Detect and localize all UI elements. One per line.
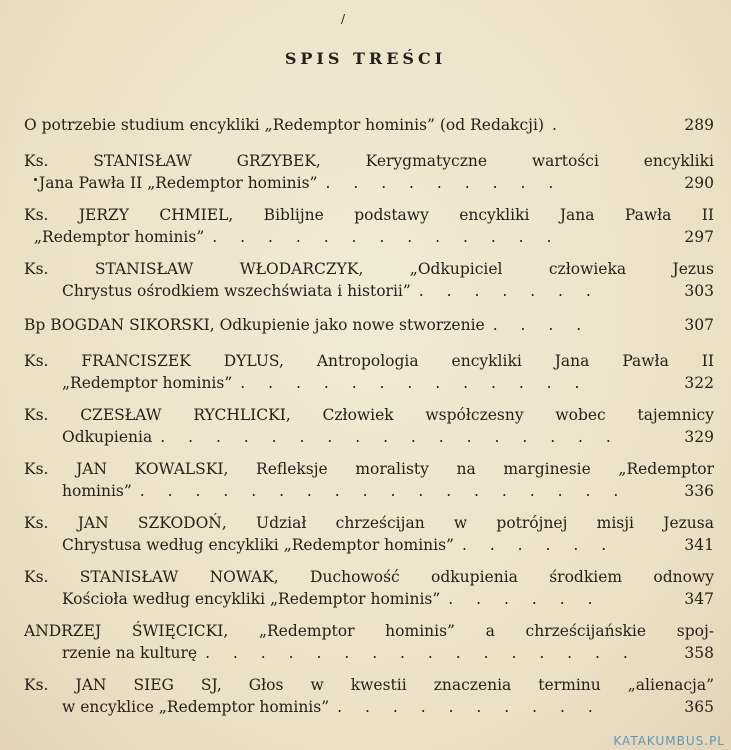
leader-dots: . . . . xyxy=(492,316,591,334)
page-number: 290 xyxy=(684,174,714,192)
toc-entry xyxy=(24,674,714,722)
leader-dots: . . . . . . . . . . . . . . . . . xyxy=(160,428,620,446)
toc-entry xyxy=(24,114,714,140)
leader-dots: . . . . . . xyxy=(461,536,616,554)
toc-entry xyxy=(24,566,714,614)
leader-dots: . xyxy=(552,116,566,134)
entry-text: Ks. JERZY CHMIEL, Biblijne podstawy encykliki Jana Pawła II xyxy=(24,206,714,224)
page-number: 365 xyxy=(684,698,714,716)
entry-text: Ks. FRANCISZEK DYLUS, Antropologia encykliki Jana Pawła II xyxy=(24,352,714,370)
page-title: SPIS TREŚCI xyxy=(284,49,447,68)
entry-text: Kościoła według encykliki „Redemptor hominis” xyxy=(62,590,441,608)
entry-text: Bp BOGDAN SIKORSKI, Odkupienie jako nowe stworzenie xyxy=(24,316,485,334)
page-number: 329 xyxy=(684,428,714,446)
page-number: 307 xyxy=(684,316,714,334)
entry-text: Ks. JAN KOWALSKI, Refleksje moralisty na marginesie „Redemptor xyxy=(24,460,714,478)
entry-text: Jana Pawła II „Redemptor hominis” xyxy=(39,174,318,192)
entry-text: Ks. JAN SIEG SJ, Głos w kwestii znaczenia terminu „alienacja” xyxy=(24,676,714,694)
toc-entry xyxy=(24,258,714,306)
entry-text: hominis” xyxy=(62,482,132,500)
leader-dots: . . . . . . . . . . xyxy=(337,698,602,716)
toc-entry xyxy=(24,458,714,506)
toc-entry xyxy=(24,314,714,340)
page-number: 341 xyxy=(684,536,714,554)
entry-text: w encyklice „Redemptor hominis” xyxy=(62,698,330,716)
entry-text: „Redemptor hominis” xyxy=(62,374,233,392)
leader-dots: . . . . . . . . . . . . . . . . xyxy=(205,644,637,662)
entry-text: Chrystus ośrodkiem wszechświata i historii” xyxy=(62,282,411,300)
page-number: 289 xyxy=(684,116,714,134)
entry-text: Ks. STANISŁAW WŁODARCZYK, „Odkupiciel człowieka Jezus xyxy=(24,260,714,278)
toc-entry xyxy=(24,204,714,252)
toc-entry xyxy=(24,350,714,398)
toc-entry xyxy=(24,512,714,560)
entry-text: Ks. CZESŁAW RYCHLICKI, Człowiek współczesny wobec tajemnicy xyxy=(24,406,714,424)
toc-entry xyxy=(24,620,714,668)
ink-speck xyxy=(34,178,37,181)
leader-dots: . . . . . . . . . . . . . xyxy=(212,228,561,246)
toc-entry xyxy=(24,150,714,198)
entry-text: rzenie na kulturę xyxy=(62,644,198,662)
entry-text: Ks. STANISŁAW GRZYBEK, Kerygmatyczne wartości encykliki xyxy=(24,152,714,170)
page-number: 297 xyxy=(684,228,714,246)
entry-text: ANDRZEJ ŚWIĘCICKI, „Redemptor hominis” a chrześcijańskie spoj- xyxy=(24,622,714,640)
leader-dots: . . . . . . . . . . . . . xyxy=(240,374,589,392)
leader-dots: . . . . . . . . . xyxy=(325,174,563,192)
page-number: 322 xyxy=(684,374,714,392)
watermark: KATAKUMBUS.PL xyxy=(613,734,725,748)
entry-text: O potrzebie studium encykliki „Redemptor hominis” (od Redakcji) xyxy=(24,116,544,134)
entry-text: „Redemptor hominis” xyxy=(34,228,205,246)
entry-text: Ks. JAN SZKODOŃ, Udział chrześcijan w potrójnej misji Jezusa xyxy=(24,514,714,532)
leader-dots: . . . . . . . xyxy=(418,282,600,300)
entry-text: Ks. STANISŁAW NOWAK, Duchowość odkupienia środkiem odnowy xyxy=(24,568,714,586)
page-number: 347 xyxy=(684,590,714,608)
page-number: 336 xyxy=(684,482,714,500)
page-mark: / xyxy=(341,12,346,26)
toc-entry xyxy=(24,404,714,452)
page-number: 358 xyxy=(684,644,714,662)
leader-dots: . . . . . . . . . . . . . . . . . . xyxy=(139,482,628,500)
leader-dots: . . . . . . xyxy=(448,590,602,608)
page-number: 303 xyxy=(684,282,714,300)
entry-text: Odkupienia xyxy=(62,428,153,446)
entry-text: Chrystusa według encykliki „Redemptor hominis” xyxy=(62,536,454,554)
